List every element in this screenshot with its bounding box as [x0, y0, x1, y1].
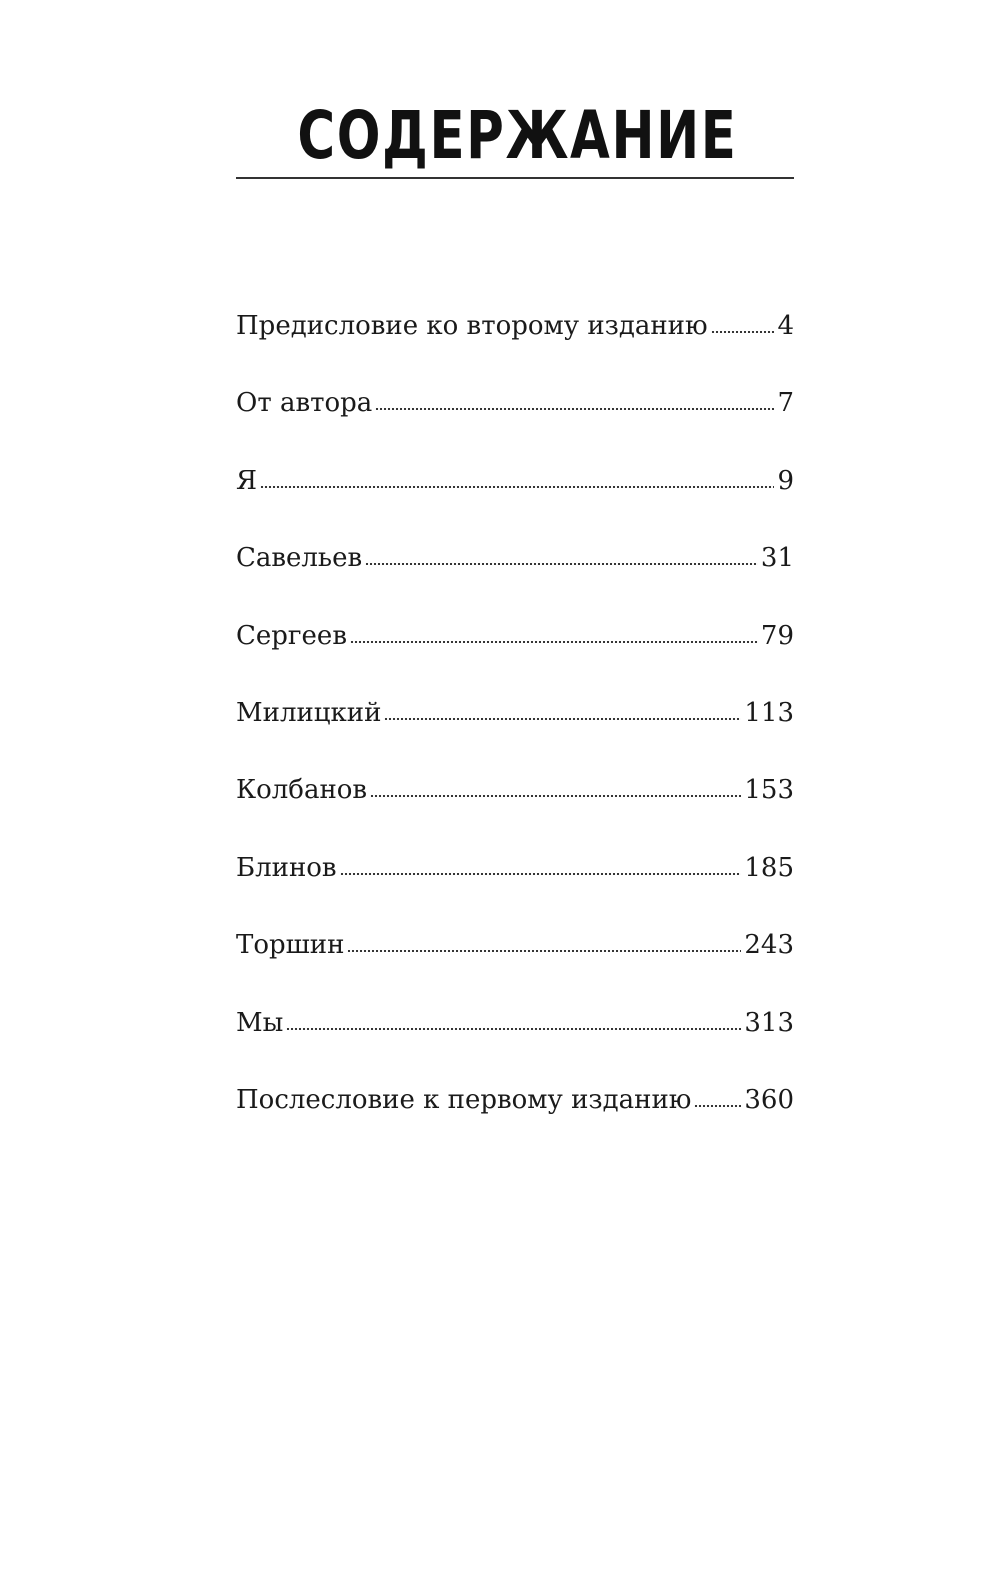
toc-entry[interactable] — [236, 925, 794, 1002]
dot-leader — [350, 641, 758, 643]
dot-leader — [347, 950, 741, 952]
dot-leader — [260, 486, 774, 488]
toc-entry[interactable] — [236, 1080, 794, 1157]
toc-entry-title: Предисловие ко второму изданию — [236, 311, 708, 341]
toc-entry-title: Торшин — [236, 930, 345, 961]
toc-entry[interactable] — [236, 1003, 794, 1080]
toc-entry-page: 31 — [760, 543, 794, 574]
toc-entry[interactable] — [236, 538, 794, 615]
toc-entry-page: 243 — [744, 930, 794, 961]
toc-entry-title: Милицкий — [236, 697, 382, 728]
toc-entry[interactable] — [236, 461, 794, 538]
table-of-contents — [236, 306, 794, 1157]
toc-entry-page: 360 — [744, 1084, 794, 1115]
dot-leader — [370, 795, 741, 797]
dot-leader — [694, 1105, 741, 1107]
toc-entry-title: Колбанов — [236, 775, 368, 806]
toc-entry-page: 313 — [744, 1007, 794, 1038]
dot-leader — [340, 873, 742, 875]
toc-entry[interactable] — [236, 616, 794, 693]
toc-entry[interactable] — [236, 693, 794, 770]
toc-entry-title: От автора — [236, 388, 373, 419]
book-page — [236, 0, 794, 1596]
toc-entry[interactable] — [236, 383, 794, 460]
toc-entry[interactable] — [236, 848, 794, 925]
toc-entry-title: Сергеев — [236, 620, 347, 651]
toc-entry-page: 113 — [744, 697, 794, 728]
toc-entry-page: 185 — [744, 852, 794, 883]
toc-entry-title: Блинов — [236, 852, 337, 883]
dot-leader — [365, 563, 758, 565]
toc-entry-page: 9 — [777, 465, 794, 496]
dot-leader — [711, 331, 775, 333]
toc-entry-page: 79 — [760, 620, 794, 651]
toc-entry-title: Савельев — [236, 543, 363, 574]
dot-leader — [384, 718, 741, 720]
toc-entry-title: Я — [236, 465, 257, 496]
dot-leader — [375, 408, 774, 410]
dot-leader — [286, 1028, 741, 1030]
toc-entry-page: 153 — [744, 775, 794, 806]
toc-entry-title: Послесловие к первому изданию — [236, 1084, 692, 1115]
toc-entry-title: Мы — [236, 1007, 284, 1038]
title-underline — [236, 177, 794, 179]
toc-entry[interactable] — [236, 306, 794, 383]
toc-entry-page: 7 — [777, 388, 794, 419]
toc-entry[interactable] — [236, 770, 794, 847]
toc-entry-page: 4 — [777, 311, 794, 341]
page-title: СОДЕРЖАНИЕ — [297, 97, 738, 174]
